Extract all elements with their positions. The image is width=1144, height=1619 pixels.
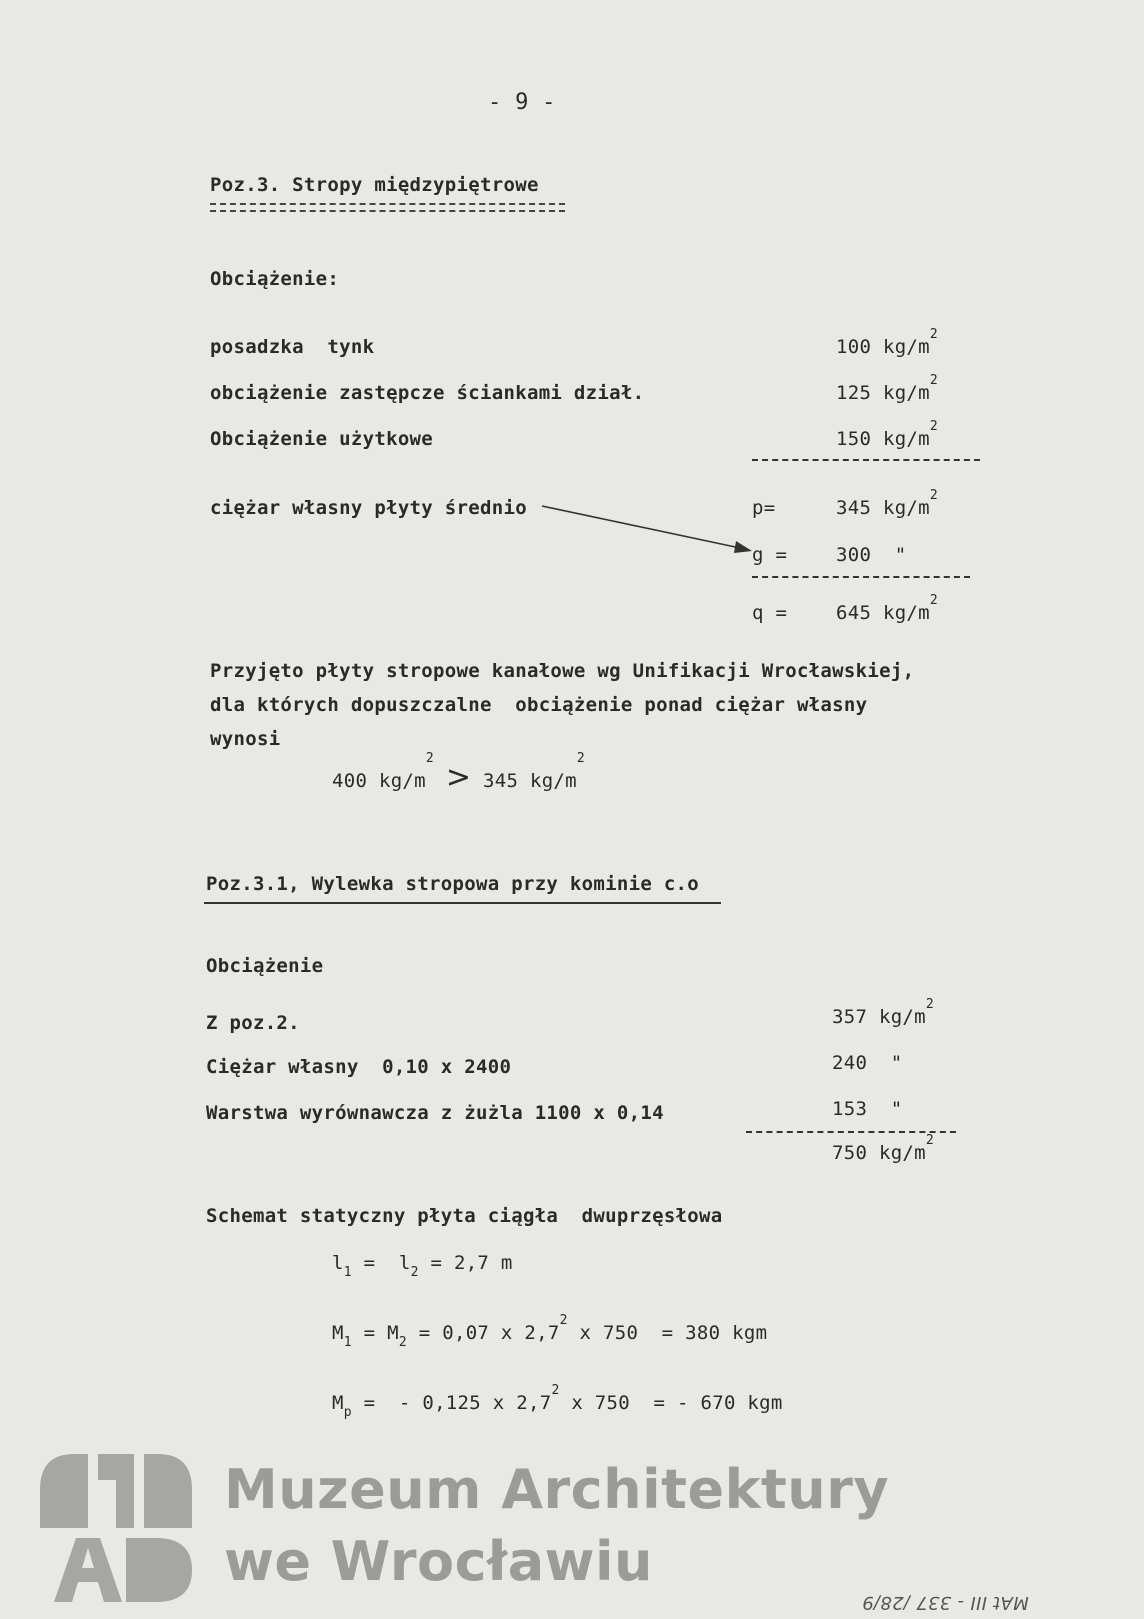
archive-reference: MAt III - 337 /28/9 [862, 1592, 1029, 1613]
load-label: obciążenie zastępcze ściankami dział. [210, 382, 645, 404]
load-value: 125 $kg/m^2$ [836, 373, 939, 404]
load-value: 100 $kg/m^2$ [836, 327, 939, 358]
span-equation: $l_1 = l_2 = 2,7$ m [332, 1252, 513, 1280]
sum-line [752, 459, 980, 461]
load-label: posadzka tynk [210, 336, 375, 358]
comparison: 400 $kg/m^2 > 345$ $kg/m^2$ [332, 751, 586, 795]
paragraph-line: dla których dopuszczalne obciążenie ponad ciężar własny [210, 694, 868, 716]
support-moment-equation: $M_p$ = - 0,125 x $2,7^2$ x 750 = - 670 kgm [332, 1383, 783, 1420]
arrow-icon [540, 500, 760, 560]
section-title: Poz.3.1, Wylewka stropowa przy kominie c.o [206, 873, 700, 895]
paragraph-line: wynosi [210, 728, 281, 750]
total-value: 750 $kg/m^2$ [832, 1133, 935, 1164]
load-value: 153 " [832, 1098, 903, 1120]
load-value: 150 $kg/m^2$ [836, 419, 939, 450]
p-symbol: p= [752, 497, 776, 519]
watermark-line-1: Muzeum Architektury [224, 1458, 890, 1521]
q-symbol: q = [752, 602, 788, 624]
load-heading: Obciążenie: [210, 268, 340, 290]
span-moment-equation: $M_1 = M_2 = 0,07$ x $2,7^2$ x 750 = 380 kgm [332, 1313, 768, 1350]
load-label: Z poz.2. [206, 1012, 300, 1034]
p-value: 345 $kg/m^2$ [836, 488, 939, 519]
q-value: 645 $kg/m^2$ [836, 593, 939, 624]
page-number: - 9 - [488, 90, 556, 115]
self-weight-label: ciężar własny płyty średnio [210, 497, 527, 519]
sum-line [752, 576, 970, 578]
sum-line [746, 1131, 956, 1133]
title-underline [204, 902, 721, 904]
load-label: Ciężar własny 0,10 x 2400 [206, 1056, 512, 1078]
load-value: 240 " [832, 1052, 903, 1074]
watermark-line-2: we Wrocławiu [224, 1530, 653, 1593]
museum-logo-icon [36, 1450, 196, 1606]
load-value: 357 $kg/m^2$ [832, 997, 935, 1028]
g-symbol: g = [752, 544, 788, 566]
section-title: Poz.3. Stropy międzypiętrowe [210, 174, 539, 196]
load-label: Warstwa wyrównawcza z żużla 1100 x 0,14 [206, 1102, 664, 1124]
load-label: Obciążenie użytkowe [210, 428, 434, 450]
load-heading: Obciążenie [206, 955, 324, 977]
paragraph-line: Przyjęto płyty stropowe kanałowe wg Unifikacji Wrocławskiej, [210, 660, 915, 682]
g-value: 300 " [836, 544, 907, 566]
title-underline [210, 203, 565, 212]
scheme-label: Schemat statyczny płyta ciągła dwuprzęsłowa [206, 1205, 723, 1227]
